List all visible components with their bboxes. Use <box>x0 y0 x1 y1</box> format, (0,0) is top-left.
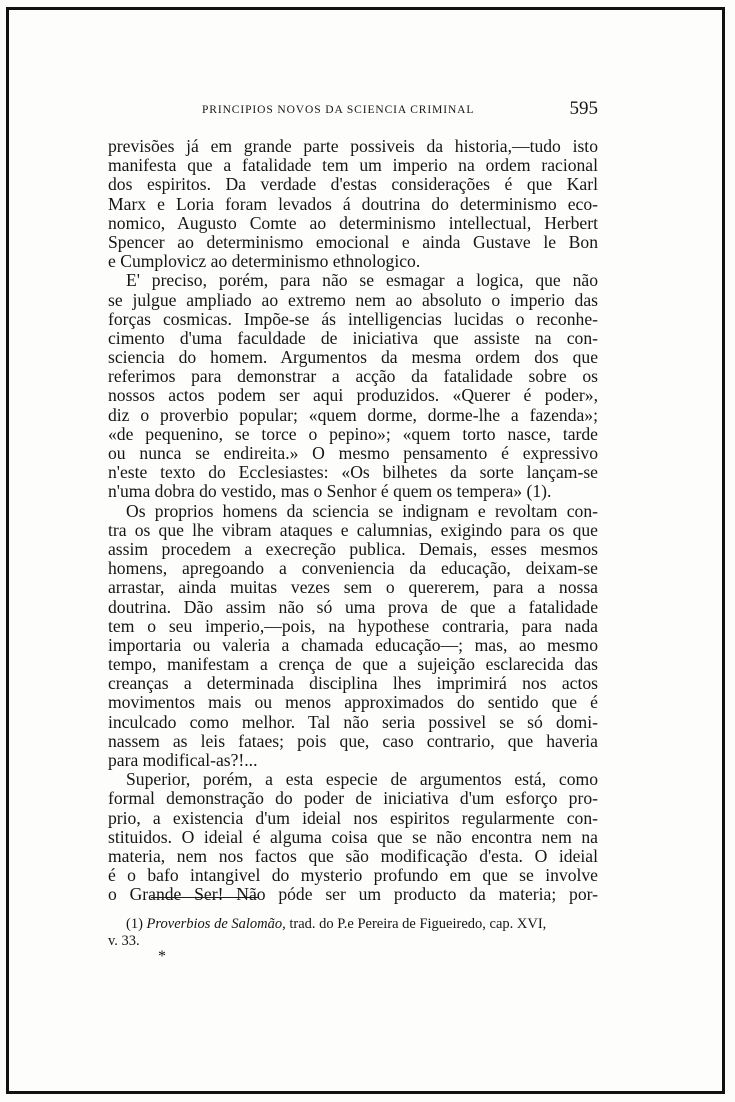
text-line: forças cosmicas. Impõe-se ás intelligencias lucidas o reconhe- <box>108 308 598 329</box>
text-line: se julgue ampliado ao extremo nem ao absoluto o imperio das <box>108 289 598 310</box>
text-line: homens, apregoando a conveniencia da educação, deixam-se <box>108 558 598 579</box>
text-line: dos espiritos. Da verdade d'estas considerações é que Karl <box>108 174 598 195</box>
footnote-line: v. 33. <box>108 933 140 949</box>
text-line: E' preciso, porém, para não se esmagar a logica, que não <box>126 270 598 291</box>
text-line: nomico, Augusto Comte ao determinismo intellectual, Herbert <box>108 212 598 233</box>
text-line: «de pequenino, se torce o pepino»; «quem torto nasce, tarde <box>108 423 598 444</box>
text-line: previsões já em grande parte possiveis da historia,—tudo isto <box>108 136 598 156</box>
text-line: e Cumplovicz ao determinismo ethnologico. <box>108 251 421 272</box>
text-line: tra os que lhe vibram ataques e calumnias, exigindo para os que <box>108 519 598 540</box>
text-line: materia, nem nos factos que são modificação d'esta. O ideial <box>108 845 598 866</box>
text-line: n'este texto do Ecclesiastes: «Os bilhetes da sorte lançam-se <box>108 462 598 483</box>
text-line: sciencia do homem. Argumentos da mesma ordem dos que <box>108 347 598 368</box>
asterisk-mark: * <box>158 948 166 965</box>
text-line: para modifical-as?!... <box>108 750 258 770</box>
running-title: PRINCIPIOS NOVOS DA SCIENCIA CRIMINAL <box>202 104 475 116</box>
text-line: referimos para demonstrar a acção da fatalidade sobre os <box>108 366 598 387</box>
text-line: o Grande Ser! Não póde ser um producto da materia; por- <box>108 884 598 905</box>
page-number: 595 <box>569 98 598 119</box>
text-line: stituidos. O ideial é alguma coisa que se não encontra nem na <box>108 826 598 847</box>
footnote-rule <box>151 897 259 898</box>
footnote-line <box>108 916 598 933</box>
text-line: formal demonstração do poder de iniciativa d'um esforço pro- <box>108 788 598 809</box>
text-line: Superior, porém, a esta especie de argumentos está, como <box>126 769 598 790</box>
text-line: cimento d'uma faculdade de iniciativa que assiste na con- <box>108 327 598 348</box>
text-line: é o bafo intangivel do mysterio profundo em que se involve <box>108 865 598 886</box>
text-line: Marx e Loria foram levados á doutrina do determinismo eco- <box>108 193 598 214</box>
text-line: manifesta que a fatalidade tem um imperio na ordem racional <box>108 155 598 176</box>
text-line: creanças a determinada disciplina lhes imprimirá nos actos <box>108 673 598 694</box>
footnote-title: Proverbios de Salomão, <box>146 916 286 932</box>
text-line: doutrina. Dão assim não só uma prova de que a fatalidade <box>108 596 598 617</box>
text-line: inculcado como melhor. Tal não seria possivel se só domi- <box>108 711 598 732</box>
text-line: Spencer ao determinismo emocional e ainda Gustave le Bon <box>108 231 598 252</box>
footnote <box>108 916 598 950</box>
running-head <box>108 98 598 122</box>
footnote-rest: trad. do P.e Pereira de Figueiredo, cap. XVI, <box>289 916 547 932</box>
text-line: n'uma dobra do vestido, mas o Senhor é quem os tempera» (1). <box>108 481 552 502</box>
text-line: prio, a existencia d'um ideial nos espiritos regularmente con- <box>108 807 598 828</box>
text-line: tem o seu imperio,—pois, na hypothese contraria, para nada <box>108 615 598 636</box>
text-line: nassem as leis fataes; pois que, caso contrario, que haveria <box>108 730 598 751</box>
text-line: assim procedem a execreção publica. Demais, esses mesmos <box>108 538 598 559</box>
text-line: arrastar, ainda muitas vezes sem o quererem, para a nossa <box>108 577 598 598</box>
body-text <box>108 137 598 905</box>
footnote-mark: (1) <box>126 916 143 932</box>
text-line: tempo, manifestam a crença de que a sujeição esclarecida das <box>108 654 598 675</box>
text-line: importaria ou valeria a chamada educação—; mas, ao mesmo <box>108 634 598 655</box>
text-line: Os proprios homens da sciencia se indignam e revoltam con- <box>126 500 598 521</box>
text-line: ou nunca se endireita.» O mesmo pensamento é expressivo <box>108 443 598 463</box>
text-line: nossos actos podem ser aqui produzidos. «Querer é poder», <box>108 385 598 406</box>
text-line: movimentos mais ou menos approximados do sentido que é <box>108 692 598 713</box>
text-line: diz o proverbio popular; «quem dorme, dorme-lhe a fazenda»; <box>108 404 598 425</box>
